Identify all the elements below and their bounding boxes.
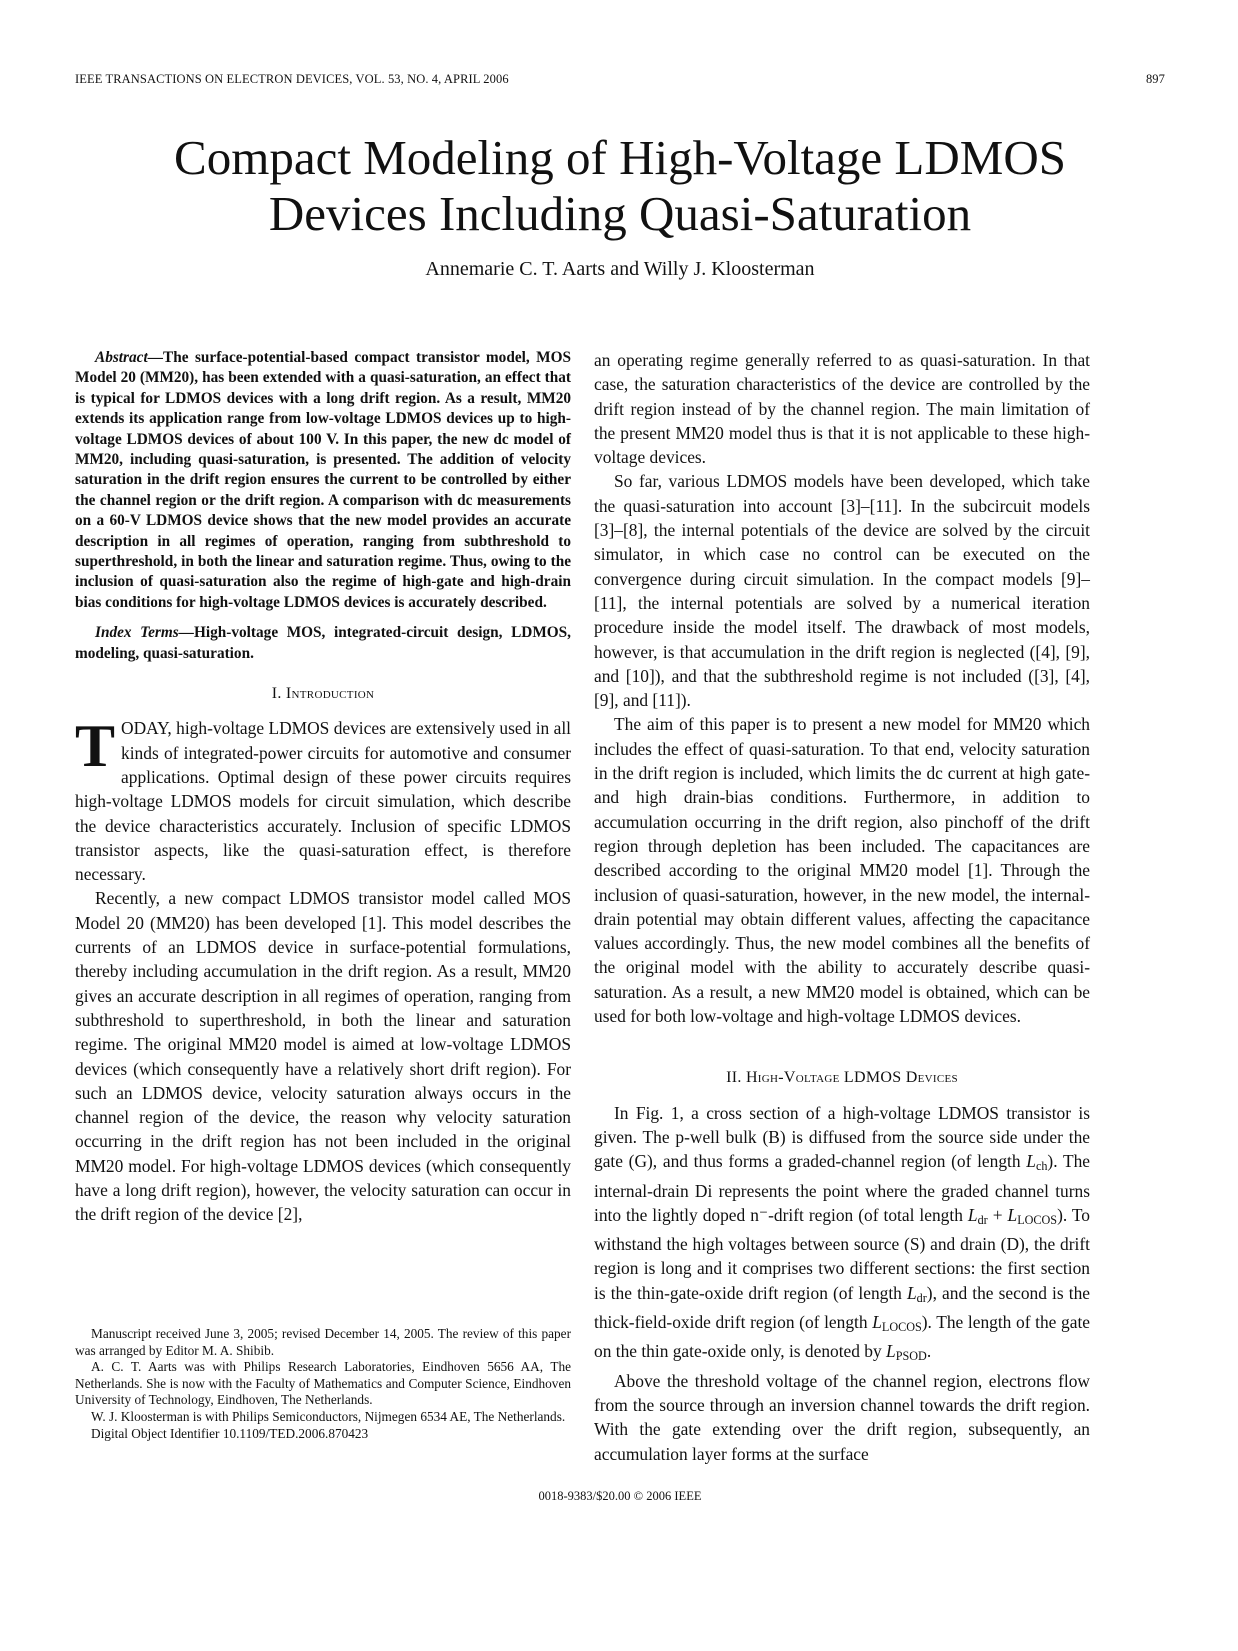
page-number: 897 [1145,72,1165,86]
intro-paragraph-2: Recently, a new compact LDMOS transistor model called MOS Model 20 (MM20) has been developed [1]. This model describes the currents of an LDMOS device in surface-potential formulations, thereby including accumulation in the drift region. As a result, MM20 gives an accurate description in all regimes of operation, ranging from subthreshold to superthreshold, in both the linear and saturation regime. The original MM20 model is aimed at low-voltage LDMOS devices (which consequently have a relatively short drift region). For such an LDMOS device, velocity saturation always occurs in the channel region of the device, the reason why velocity saturation occurring in the drift region has not been included in the original MM20 model. For high-voltage LDMOS devices (which consequently have a long drift region), however, the velocity saturation can occur in the drift region of the device [2], [75,888,571,1225]
intro-paragraph-1-text: ODAY, high-voltage LDMOS devices are extensively used in all kinds of integrated-power circuits for automotive and consumer applications. Optimal design of these power circuits requires high-voltage LDMOS models for circuit simulation, which describe the device characteristics accurately. Inclusion of specific LDMOS transistor aspects, like the quasi-saturation effect, is therefore necessary. [75,718,571,885]
intro-paragraph-5: The aim of this paper is to present a new model for MM20 which includes the effect of quasi-saturation. To that end, velocity saturation in the drift region is included, which limits the dc current at high gate- and high drain-bias conditions. Furthermore, in addition to accumulation occurring in the drift region, also pinchoff of the drift region through depletion has been included. The capacitances are described according to the original MM20 model [1]. Through the inclusion of quasi-saturation, however, in the new model, the internal-drain potential may obtain different values, affecting the capacitance values accordingly. Thus, the new model combines all the benefits of the original model with the ability to accurately describe quasi-saturation. As a result, a new MM20 model is obtained, which can be used for both low-voltage and high-voltage LDMOS devices. [594,714,1090,1027]
intro-paragraph-1 [75,713,571,886]
footnote-doi: Digital Object Identifier 10.1109/TED.2006.870423 [91,1425,369,1441]
section-heading-devices: II. High-Voltage LDMOS Devices [726,1069,958,1087]
journal-header: IEEE TRANSACTIONS ON ELECTRON DEVICES, VOL. 53, NO. 4, APRIL 2006 [75,72,509,86]
title-line-2: Devices Including Quasi-Saturation [268,186,972,241]
section-heading-introduction: I. Introduction [271,685,375,703]
intro-paragraph-4: So far, various LDMOS models have been developed, which take the quasi-saturation into account [3]–[11]. In the subcircuit models [3]–[8], the internal potentials of the device are solved by the circuit simulator, in which case no control can be executed on the convergence during circuit simulation. In the compact models [9]–[11], the internal potentials are solved by a numerical iteration procedure inside the model itself. The drawback of most models, however, is that accumulation in the drift region is neglected ([4], [9], and [10]), and that the subthreshold regime is not included ([3], [4], [9], and [11]). [594,471,1090,711]
devices-paragraph-1: In Fig. 1, a cross section of a high-voltage LDMOS transistor is given. The p-well bulk (B) is diffused from the source side under the gate (G), and thus forms a graded-channel region (of length $L_{ch}$). The internal-drain Di represents the point where the graded channel turns into the lightly doped n⁻-drift region (of total length $L_{dr} + L_{LOCOS}$). To withstand the high voltages between source (S) and drain (D), the drift region is long and it comprises two different sections: the first section is the thin-gate-oxide drift region (of length $L_{dr}$), and the second is the thick-field-oxide drift region (of length $L_{LOCOS}$). The length of the gate on the thin gate-oxide only, is denoted by $L_{PSOD}$. [594,1102,1091,1364]
left-column [75,348,571,1227]
abstract [75,348,571,613]
devices-paragraph-2: Above the threshold voltage of the channel region, electrons flow from the source through an inversion channel towards the drift region. With the gate extending over the drift region, subsequently, an accumulation layer forms at the surface [594,1370,1090,1464]
abstract-label: Abstract— [95,349,163,366]
footnote-manuscript: Manuscript received June 3, 2005; revised December 14, 2005. The review of this paper was arranged by Editor M. A. Shibib. [75,1326,571,1358]
authors: Annemarie C. T. Aarts and Willy J. Kloosterman [425,258,815,280]
right-column [594,348,1090,1466]
abstract-text: The surface-potential-based compact transistor model, MOS Model 20 (MM20), has been extended with a quasi-saturation, an effect that is typical for LDMOS devices with a long drift region. As a result, MM20 extends its application range from low-voltage LDMOS devices up to high-voltage LDMOS devices of about 100 V. In this paper, the new dc model of MM20, including quasi-saturation, is presented. The addition of velocity saturation in the drift region ensures the current to be controlled by either the channel region or the drift region. A comparison with dc measurements on a 60-V LDMOS device shows that the new model provides an accurate description in all regimes of operation, ranging from subthreshold to superthreshold, in both the linear and saturation regime. Thus, owing to the inclusion of quasi-saturation also the regime of high-gate and high-drain bias conditions for high-voltage LDMOS devices is accurately described. [75,349,571,611]
title-line-1: Compact Modeling of High-Voltage LDMOS [174,130,1066,185]
footnote-aarts: A. C. T. Aarts was with Philips Research Laboratories, Eindhoven 5656 AA, The Netherlands. She is now with the Faculty of Mathematics and Computer Science, Eindhoven University of Technology, Eindhoven, The Netherlands. [75,1359,571,1408]
drop-cap: T [75,713,116,780]
intro-paragraph-3: an operating regime generally referred to as quasi-saturation. In that case, the saturation characteristics of the device are controlled by the drift region instead of by the channel region. The main limitation of the present MM20 model thus is that it is not applicable to these high-voltage devices. [594,350,1090,468]
index-terms-text: High-voltage MOS, integrated-circuit design, LDMOS, modeling, quasi-saturation. [75,624,571,662]
index-terms-label: Index Terms— [95,624,194,642]
footnote-kloosterman: W. J. Kloosterman is with Philips Semiconductors, Nijmegen 6534 AE, The Netherlands. [91,1408,566,1424]
copyright-footer: 0018-9383/$20.00 © 2006 IEEE [538,1489,702,1503]
footnotes [75,1326,571,1442]
index-terms [75,623,571,664]
paper-title [75,130,1165,242]
